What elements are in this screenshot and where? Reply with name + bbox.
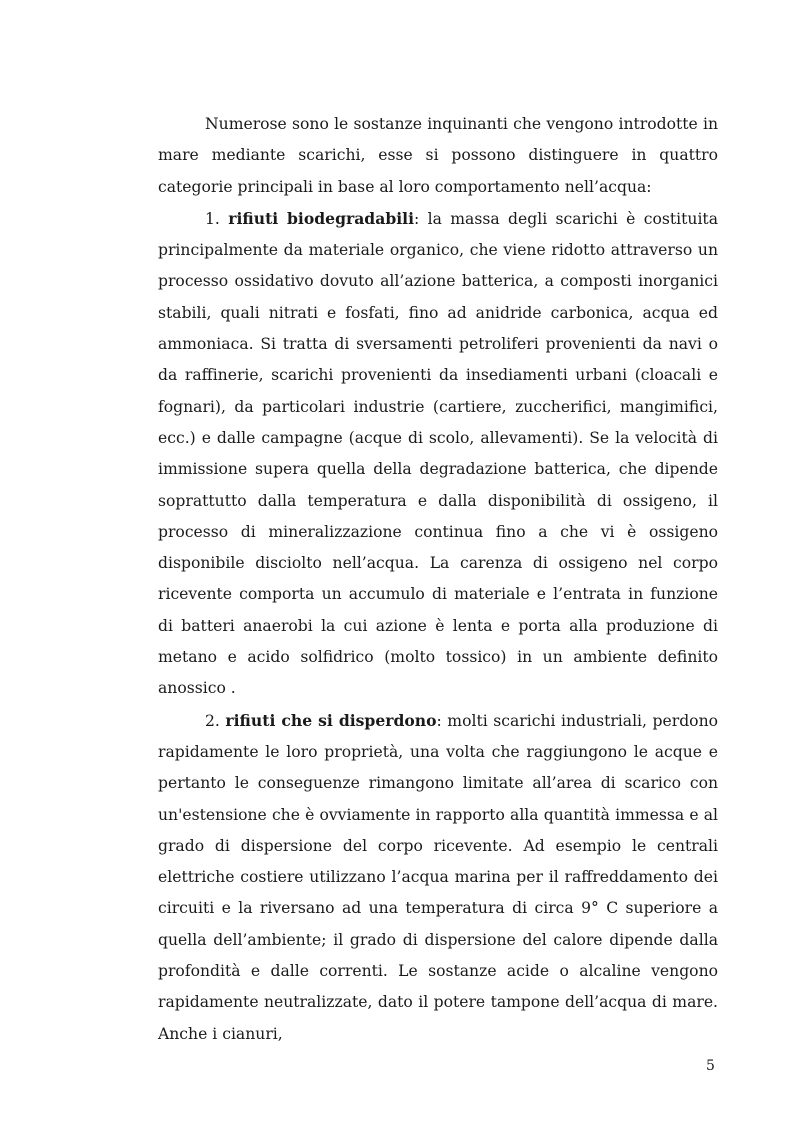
page-body [158, 109, 718, 1050]
list-number: 1. [205, 209, 229, 228]
dispersing-paragraph [158, 705, 718, 1050]
term-biodegradable: rifiuti biodegradabili [228, 208, 414, 228]
intro-paragraph [158, 109, 718, 203]
list-number: 2. [205, 711, 226, 730]
term-dispersing: rifiuti che si disperdono [225, 710, 437, 730]
intro-text: Numerose sono le sostanze inquinanti che vengono introdotte in mare mediante scarichi, esse si possono distinguere in quattro categorie principali in base al loro comportamento nell’acqua: [158, 115, 718, 196]
biodegradable-text: : la massa degli scarichi è costituita principalmente da materiale organico, che viene ridotto attraverso un processo ossidativo dovuto all’azione batterica, a composti inorganici stabili, quali nitrati e fosfati, fino ad anidride carbonica, acqua ed ammoniaca. Si tratta di sversamenti petroliferi provenienti da navi o da raffinerie, scarichi provenienti da insediamenti urbani (cloacali e fognari), da particolari industrie (cartiere, zuccherifici, mangimifici, ecc.) e dalle campagne (acque di scolo, allevamenti). Se la velocità di immissione supera quella della degradazione batterica, che dipende soprattutto dalla temperatura e dalla disponibilità di ossigeno, il processo di mineralizzazione continua fino a che vi è ossigeno disponibile disciolto nell’acqua. La carenza di ossigeno nel corpo ricevente comporta un accumulo di materiale e l’entrata in funzione di batteri anaerobi la cui azione è lenta e porta alla produzione di metano e acido solfidrico (molto tossico) in un ambiente definito anossico . [158, 209, 718, 698]
dispersing-text: : molti scarichi industriali, perdono rapidamente le loro proprietà, una volta che raggiungono le acque e pertanto le conseguenze rimangono limitate all’area di scarico con un'estensione che è ovviamente in rapporto alla quantità immessa e al grado di dispersione del corpo ricevente. Ad esempio le centrali elettriche costiere utilizzano l’acqua marina per il raffreddamento dei circuiti e la riversano ad una temperatura di circa 9° C superiore a quella dell’ambiente; il grado di dispersione del calore dipende dalla profondità e dalle correnti. Le sostanze acide o alcaline vengono rapidamente neutralizzate, dato il potere tampone dell’acqua di mare. Anche i cianuri, [158, 711, 718, 1043]
biodegradable-paragraph [158, 203, 718, 705]
page-number: 5 [706, 1058, 715, 1074]
